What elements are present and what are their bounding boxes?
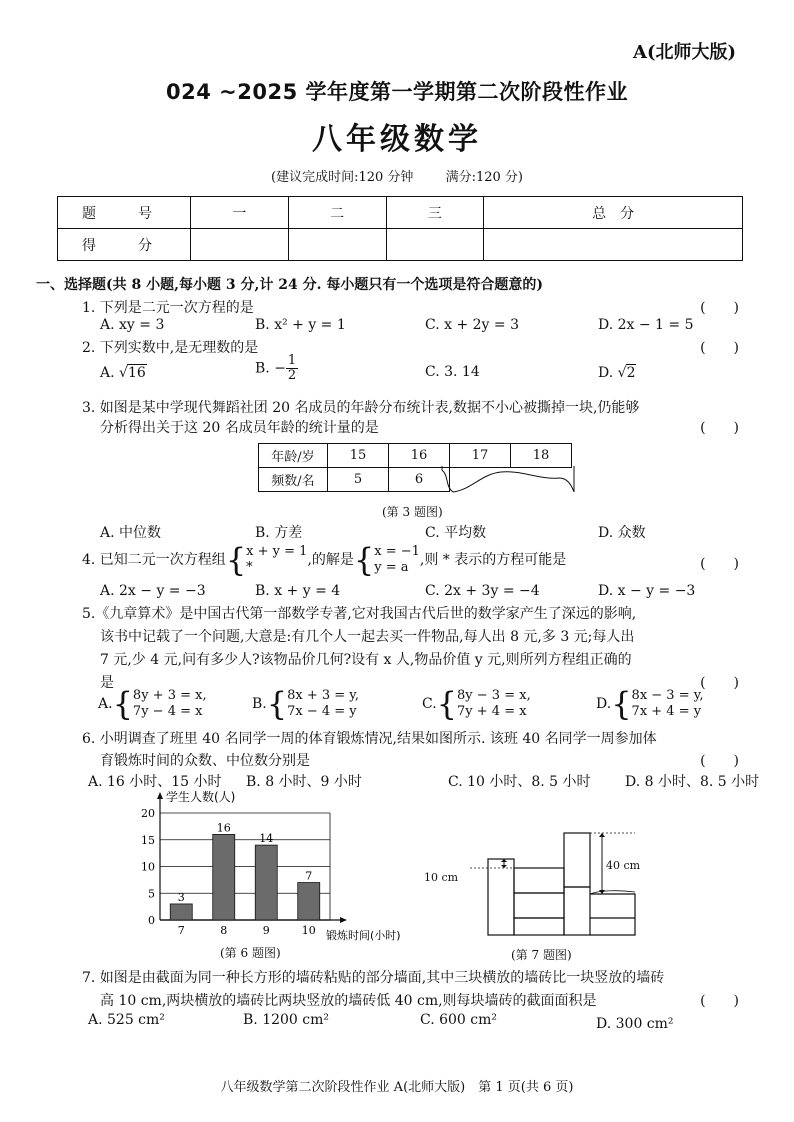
q3-option-d: D. 众数: [598, 525, 646, 541]
subject-title: 八年级数学: [312, 122, 482, 157]
score-cell: 得 分: [58, 229, 191, 261]
brace-icon: {: [266, 685, 288, 723]
chart-x-axis-label: 锻炼时间(小时): [326, 929, 401, 942]
q1-option-c: C. x + 2y = 3: [425, 317, 519, 333]
q6-option-c: C. 10 小时、8. 5 小时: [448, 774, 591, 790]
section-title: 一、选择题(共 8 小题,每小题 3 分,计 24 分. 每小题只有一个选项是符合题意的): [36, 277, 543, 293]
q4-stem-post: ,则 * 表示的方程可能是: [419, 552, 567, 568]
score-table: [57, 196, 743, 261]
x-axis-arrow-icon: [340, 917, 347, 923]
sqrt-radicand: 2: [626, 365, 636, 381]
exam-meta: [0, 166, 794, 185]
q4-option-d: D. x − y = −3: [598, 583, 696, 599]
sqrt-sign: √: [119, 365, 128, 381]
label-10cm: 10 cm: [424, 871, 459, 884]
q5-option-a: [98, 685, 207, 723]
q7-option-b: B. 1200 cm²: [243, 1012, 329, 1028]
q6-caption: (第 6 题图): [220, 946, 281, 960]
q7-caption: (第 7 题图): [511, 948, 572, 962]
option-label: A.: [98, 696, 113, 712]
q5-stem-line2: 该书中记载了一个问题,大意是:有几个人一起去买一件物品,每人出 8 元,多 3 元;每人出: [100, 629, 635, 645]
equation-line: 8y + 3 = x,: [132, 688, 207, 703]
answer-paren[interactable]: ( ): [700, 993, 739, 1009]
answer-paren[interactable]: ( ): [700, 340, 739, 356]
y-tick-label: 15: [141, 833, 155, 847]
brace-icon: {: [353, 541, 375, 579]
equation-line: 7x + 4 = y: [631, 704, 702, 719]
q2-b-prefix: B. −: [255, 360, 286, 377]
age-cell: 17: [450, 444, 511, 468]
equation-system: [246, 544, 307, 576]
q6-stem-line2: 育锻炼时间的众数、中位数分别是: [100, 753, 310, 769]
q2-stem: 2. 下列实数中,是无理数的是: [82, 340, 259, 356]
q7-stem-line2: 高 10 cm,两块横放的墙砖比两块竖放的墙砖低 40 cm,则每块墙砖的截面面积是: [100, 993, 597, 1009]
q7-stem-line1: 7. 如图是由截面为同一种长方形的墙砖粘贴的部分墙面,其中三块横放的墙砖比一块竖放的墙砖: [82, 970, 665, 986]
answer-paren[interactable]: ( ): [700, 420, 739, 436]
horizontal-tile: [514, 893, 564, 918]
bar: [170, 904, 192, 920]
score-cell: 三: [386, 197, 484, 229]
option-label: C.: [422, 696, 437, 712]
age-header: 年龄/岁: [259, 444, 328, 468]
q3-stem-line1: 3. 如图是某中学现代舞蹈社团 20 名成员的年龄分布统计表,数据不小心被撕掉一块,仍能够: [82, 400, 640, 416]
label-40cm: 40 cm: [606, 859, 641, 872]
exercise-time-bar-chart: [130, 787, 430, 947]
q5-option-d: [596, 685, 704, 723]
q7-option-a: A. 525 cm²: [88, 1012, 165, 1028]
equation-line: y = a: [374, 560, 409, 575]
bar: [255, 845, 277, 920]
equation-system: [133, 688, 207, 720]
q2-option-d: [598, 364, 636, 381]
equation-line: 7x − 4 = y: [287, 704, 357, 719]
age-cell: 18: [511, 444, 572, 468]
q5-stem-line4: 是: [100, 675, 114, 691]
equation-line: 7y + 4 = x: [457, 704, 527, 719]
brace-icon: {: [112, 685, 133, 723]
q4-option-c: C. 2x + 3y = −4: [425, 583, 540, 599]
option-label: B.: [252, 696, 267, 712]
x-tick-label: 9: [262, 924, 270, 937]
equation-line: 8y − 3 = x,: [457, 688, 531, 703]
bar: [213, 834, 235, 920]
q4-stem-pre: 4. 已知二元一次方程组: [82, 552, 226, 568]
q5-option-b: [252, 685, 360, 723]
equation-line: 8x + 3 = y,: [287, 688, 360, 703]
horizontal-tile: [590, 894, 635, 935]
q4-option-a: A. 2x − y = −3: [100, 583, 206, 599]
brace-icon: {: [225, 541, 247, 579]
vertical-tile: [488, 859, 514, 935]
sqrt-radicand: 16: [127, 365, 146, 381]
q2-d-prefix: D.: [598, 365, 618, 381]
score-entry[interactable]: [484, 229, 743, 261]
q6-stem-line1: 6. 小明调查了班里 40 名同学一周的体育锻炼情况,结果如图所示. 该班 40 名同学一周参加体: [82, 731, 657, 747]
answer-paren[interactable]: ( ): [700, 556, 739, 572]
age-cell: 15: [328, 444, 389, 468]
q1-option-d: D. 2x − 1 = 5: [598, 317, 694, 333]
q3-option-b: B. 方差: [255, 525, 303, 541]
wall-tile-figure: [460, 828, 660, 944]
score-cell: 总 分: [484, 197, 743, 229]
age-cell: 16: [389, 444, 450, 468]
x-tick-label: 10: [301, 924, 316, 937]
y-tick-label: 0: [148, 914, 155, 927]
q2-option-a: [100, 364, 147, 381]
score-note: 满分:120 分): [445, 170, 523, 185]
bar: [298, 883, 320, 920]
equation-line: 8x − 3 = y,: [631, 688, 704, 703]
q6-option-a: A. 16 小时、15 小时: [88, 774, 222, 790]
q2-option-b: [255, 354, 298, 383]
score-entry[interactable]: [191, 229, 289, 261]
equation-system: [632, 688, 704, 720]
bar-value-label: 16: [216, 821, 231, 835]
q7-option-c: C. 600 cm²: [420, 1012, 498, 1028]
q3-caption: (第 3 题图): [382, 505, 443, 519]
q7-option-d: D. 300 cm²: [596, 1016, 674, 1032]
q2-a-prefix: A.: [100, 365, 120, 381]
edition-label: A(北师大版): [633, 42, 736, 63]
option-label: D.: [596, 696, 612, 712]
bar-value-label: 7: [305, 869, 313, 883]
age-row: [259, 444, 572, 468]
q4-stem: [82, 541, 567, 579]
equation-line: x = −1: [374, 544, 420, 559]
q3-stem-line2: 分析得出关于这 20 名成员年龄的统计量的是: [100, 420, 379, 436]
fraction: [286, 354, 298, 383]
freq-cell: 6: [389, 468, 450, 492]
x-tick-label: 7: [177, 924, 185, 937]
q4-stem-mid: ,的解是: [307, 552, 354, 568]
q5-option-c: [422, 685, 531, 723]
answer-paren[interactable]: ( ): [700, 300, 739, 316]
fraction-denominator: 2: [287, 368, 297, 383]
y-tick-label: 5: [148, 887, 155, 901]
q1-stem: 1. 下列是二元一次方程的是: [82, 300, 254, 316]
score-cell: 题 号: [58, 197, 191, 229]
answer-paren[interactable]: ( ): [700, 753, 739, 769]
y-tick-label: 20: [141, 807, 155, 820]
vertical-tile: [564, 833, 590, 887]
freq-cell: 5: [328, 468, 389, 492]
equation-line: 7y − 4 = x: [132, 704, 203, 719]
equation-line: x + y = 1: [246, 544, 308, 559]
score-table-score-row: [58, 229, 743, 261]
y-tick-label: 10: [141, 860, 155, 874]
brace-icon: {: [611, 685, 632, 723]
horizontal-tile: [514, 868, 564, 893]
brace-icon: {: [436, 685, 458, 723]
q4-option-b: B. x + y = 4: [255, 583, 341, 599]
equation-system: [374, 544, 420, 576]
q1-option-a: A. xy = 3: [100, 317, 165, 333]
q3-option-a: A. 中位数: [100, 525, 162, 541]
chart-y-axis-label: 学生人数(人): [166, 790, 236, 804]
q6-option-b: B. 8 小时、9 小时: [246, 774, 362, 790]
fraction-numerator: 1: [287, 353, 297, 368]
exam-title: 024 ~2025 学年度第一学期第二次阶段性作业: [166, 80, 628, 104]
torn-edge-icon: [441, 466, 576, 494]
freq-header: 频数/名: [259, 468, 328, 492]
q5-stem-line3: 7 元,少 4 元,问有多少人?该物品价几何?设有 x 人,物品价值 y 元,则所列方程组正确的: [100, 652, 632, 668]
bar-value-label: 14: [259, 832, 274, 846]
q1-option-b: B. x² + y = 1: [255, 317, 346, 333]
horizontal-tile: [514, 918, 564, 935]
score-cell: 二: [288, 197, 386, 229]
q5-stem-line1: 5.《九章算术》是中国古代第一部数学专著,它对我国古代后世的数学家产生了深远的影响,: [82, 606, 637, 622]
score-table-header-row: [58, 197, 743, 229]
sqrt-sign: √: [617, 365, 627, 381]
answer-paren[interactable]: ( ): [700, 675, 739, 691]
equation-line: *: [246, 560, 253, 575]
vertical-tile: [564, 887, 590, 935]
bar-value-label: 3: [177, 890, 185, 904]
equation-system: [457, 688, 531, 720]
x-tick-label: 8: [220, 924, 228, 937]
q3-option-c: C. 平均数: [425, 525, 487, 541]
page-footer: 八年级数学第二次阶段性作业 A(北师大版) 第 1 页(共 6 页): [220, 1080, 574, 1095]
score-entry[interactable]: [288, 229, 386, 261]
score-entry[interactable]: [386, 229, 484, 261]
equation-system: [287, 688, 359, 720]
q6-option-d: D. 8 小时、8. 5 小时: [625, 774, 760, 790]
time-note: (建议完成时间:120 分钟: [271, 170, 414, 185]
q2-option-c: C. 3. 14: [425, 364, 480, 380]
y-axis-arrow-icon: [157, 792, 163, 799]
score-cell: 一: [191, 197, 289, 229]
